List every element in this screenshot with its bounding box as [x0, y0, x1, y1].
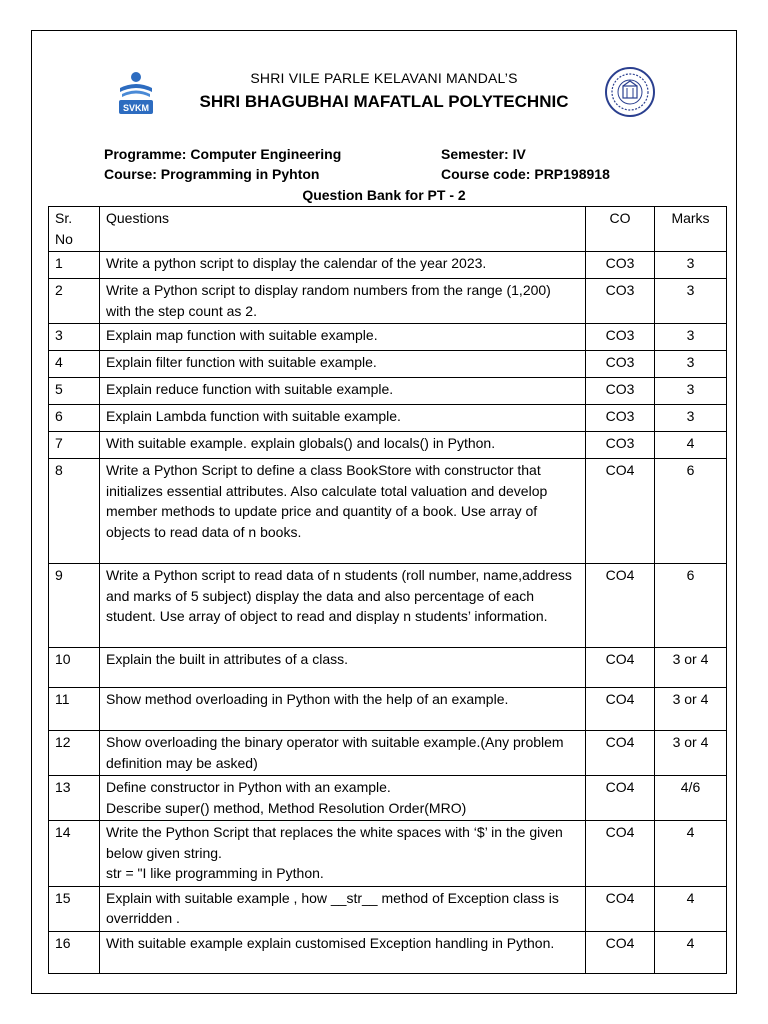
table-row [49, 324, 727, 351]
table-row [49, 252, 727, 279]
question-cell: Explain Lambda function with suitable example. [100, 405, 586, 432]
table-row [49, 776, 727, 821]
question-cell: Write a Python script to display random numbers from the range (1,200) with the step count as 2. [100, 279, 586, 324]
table-row [49, 688, 727, 731]
question-cell: Explain map function with suitable example. [100, 324, 586, 351]
question-line: Describe super() method, Method Resolution Order(MRO) [106, 799, 467, 816]
header-sr-no: Sr. No [49, 207, 100, 252]
table-row [49, 648, 727, 688]
co-cell: CO3 [586, 279, 655, 324]
question-cell [100, 821, 586, 887]
question-cell: Explain filter function with suitable example. [100, 351, 586, 378]
question-line: Write the Python Script that replaces the white spaces with ‘$’ in the given below given string. [106, 824, 563, 861]
question-bank-title: Question Bank for PT - 2 [302, 187, 466, 203]
marks-cell: 3 [655, 378, 727, 405]
marks-cell: 3 [655, 405, 727, 432]
marks-cell: 6 [655, 459, 727, 564]
co-cell: CO3 [586, 378, 655, 405]
marks-cell: 3 [655, 279, 727, 324]
marks-cell: 4 [655, 931, 727, 973]
co-cell: CO3 [586, 405, 655, 432]
marks-cell: 3 or 4 [655, 648, 727, 688]
question-cell: Write a Python Script to define a class BookStore with constructor that initializes essential attributes. Also calculate total valuation and develop member methods to update price and quantity of a book. Use array of objects to read data of n books. [100, 459, 586, 564]
question-cell: Show overloading the binary operator with suitable example.(Any problem definition may be asked) [100, 731, 586, 776]
sr-cell: 5 [49, 378, 100, 405]
table-row [49, 405, 727, 432]
sr-cell: 14 [49, 821, 100, 887]
table-row [49, 351, 727, 378]
co-cell: CO4 [586, 886, 655, 931]
emblem-logo-icon [604, 66, 656, 118]
sr-cell: 11 [49, 688, 100, 731]
co-cell: CO4 [586, 731, 655, 776]
sr-cell: 4 [49, 351, 100, 378]
question-line: Define constructor in Python with an example. [106, 779, 391, 795]
co-cell: CO3 [586, 324, 655, 351]
institution-parent: SHRI VILE PARLE KELAVANI MANDAL’S [250, 70, 518, 86]
marks-cell: 4 [655, 821, 727, 887]
sr-cell: 15 [49, 886, 100, 931]
header-marks: Marks [655, 207, 727, 252]
table-row [49, 279, 727, 324]
marks-cell: 3 [655, 351, 727, 378]
sr-cell: 10 [49, 648, 100, 688]
sr-cell: 13 [49, 776, 100, 821]
logo-left-label: SVKM [122, 103, 150, 113]
marks-cell: 3 [655, 324, 727, 351]
sr-cell: 1 [49, 252, 100, 279]
header-co: CO [586, 207, 655, 252]
co-cell: CO4 [586, 776, 655, 821]
table-row [49, 886, 727, 931]
question-table [48, 206, 727, 974]
question-cell: With suitable example explain customised Exception handling in Python. [100, 931, 586, 973]
sr-cell: 3 [49, 324, 100, 351]
table-row [49, 459, 727, 564]
institution-name: SHRI BHAGUBHAI MAFATLAL POLYTECHNIC [199, 92, 569, 111]
sr-cell: 6 [49, 405, 100, 432]
marks-cell: 3 or 4 [655, 688, 727, 731]
question-cell: Explain the built in attributes of a class. [100, 648, 586, 688]
marks-cell: 4 [655, 432, 727, 459]
course-code-label: Course code: PRP198918 [441, 166, 610, 182]
question-line: str = "I like programming in Python. [106, 865, 324, 881]
sr-cell: 8 [49, 459, 100, 564]
table-row [49, 931, 727, 973]
co-cell: CO4 [586, 564, 655, 648]
programme-label: Programme: Computer Engineering [104, 146, 342, 162]
co-cell: CO4 [586, 648, 655, 688]
header-questions: Questions [100, 207, 586, 252]
table-row [49, 564, 727, 648]
marks-cell: 4/6 [655, 776, 727, 821]
sr-cell: 2 [49, 279, 100, 324]
co-cell: CO4 [586, 688, 655, 731]
marks-cell: 4 [655, 886, 727, 931]
table-header-row [49, 207, 727, 252]
co-cell: CO3 [586, 252, 655, 279]
marks-cell: 3 [655, 252, 727, 279]
sr-cell: 7 [49, 432, 100, 459]
question-cell: Explain with suitable example , how __str__ method of Exception class is overridden . [100, 886, 586, 931]
question-cell: Write a python script to display the calendar of the year 2023. [100, 252, 586, 279]
co-cell: CO4 [586, 821, 655, 887]
question-cell: With suitable example. explain globals() and locals() in Python. [100, 432, 586, 459]
sr-cell: 16 [49, 931, 100, 973]
table-row [49, 378, 727, 405]
table-row [49, 432, 727, 459]
semester-label: Semester: IV [441, 146, 526, 162]
table-row [49, 731, 727, 776]
co-cell: CO3 [586, 432, 655, 459]
question-cell: Write a Python script to read data of n students (roll number, name,address and marks of 5 subject) display the data and also percentage of each student. Use array of object to read and display n students’ information. [100, 564, 586, 648]
co-cell: CO3 [586, 351, 655, 378]
sr-cell: 9 [49, 564, 100, 648]
question-cell [100, 776, 586, 821]
question-cell: Explain reduce function with suitable example. [100, 378, 586, 405]
marks-cell: 3 or 4 [655, 731, 727, 776]
question-cell: Show method overloading in Python with the help of an example. [100, 688, 586, 731]
table-row [49, 821, 727, 887]
course-label: Course: Programming in Pyhton [104, 166, 320, 182]
co-cell: CO4 [586, 459, 655, 564]
co-cell: CO4 [586, 931, 655, 973]
marks-cell: 6 [655, 564, 727, 648]
sr-cell: 12 [49, 731, 100, 776]
